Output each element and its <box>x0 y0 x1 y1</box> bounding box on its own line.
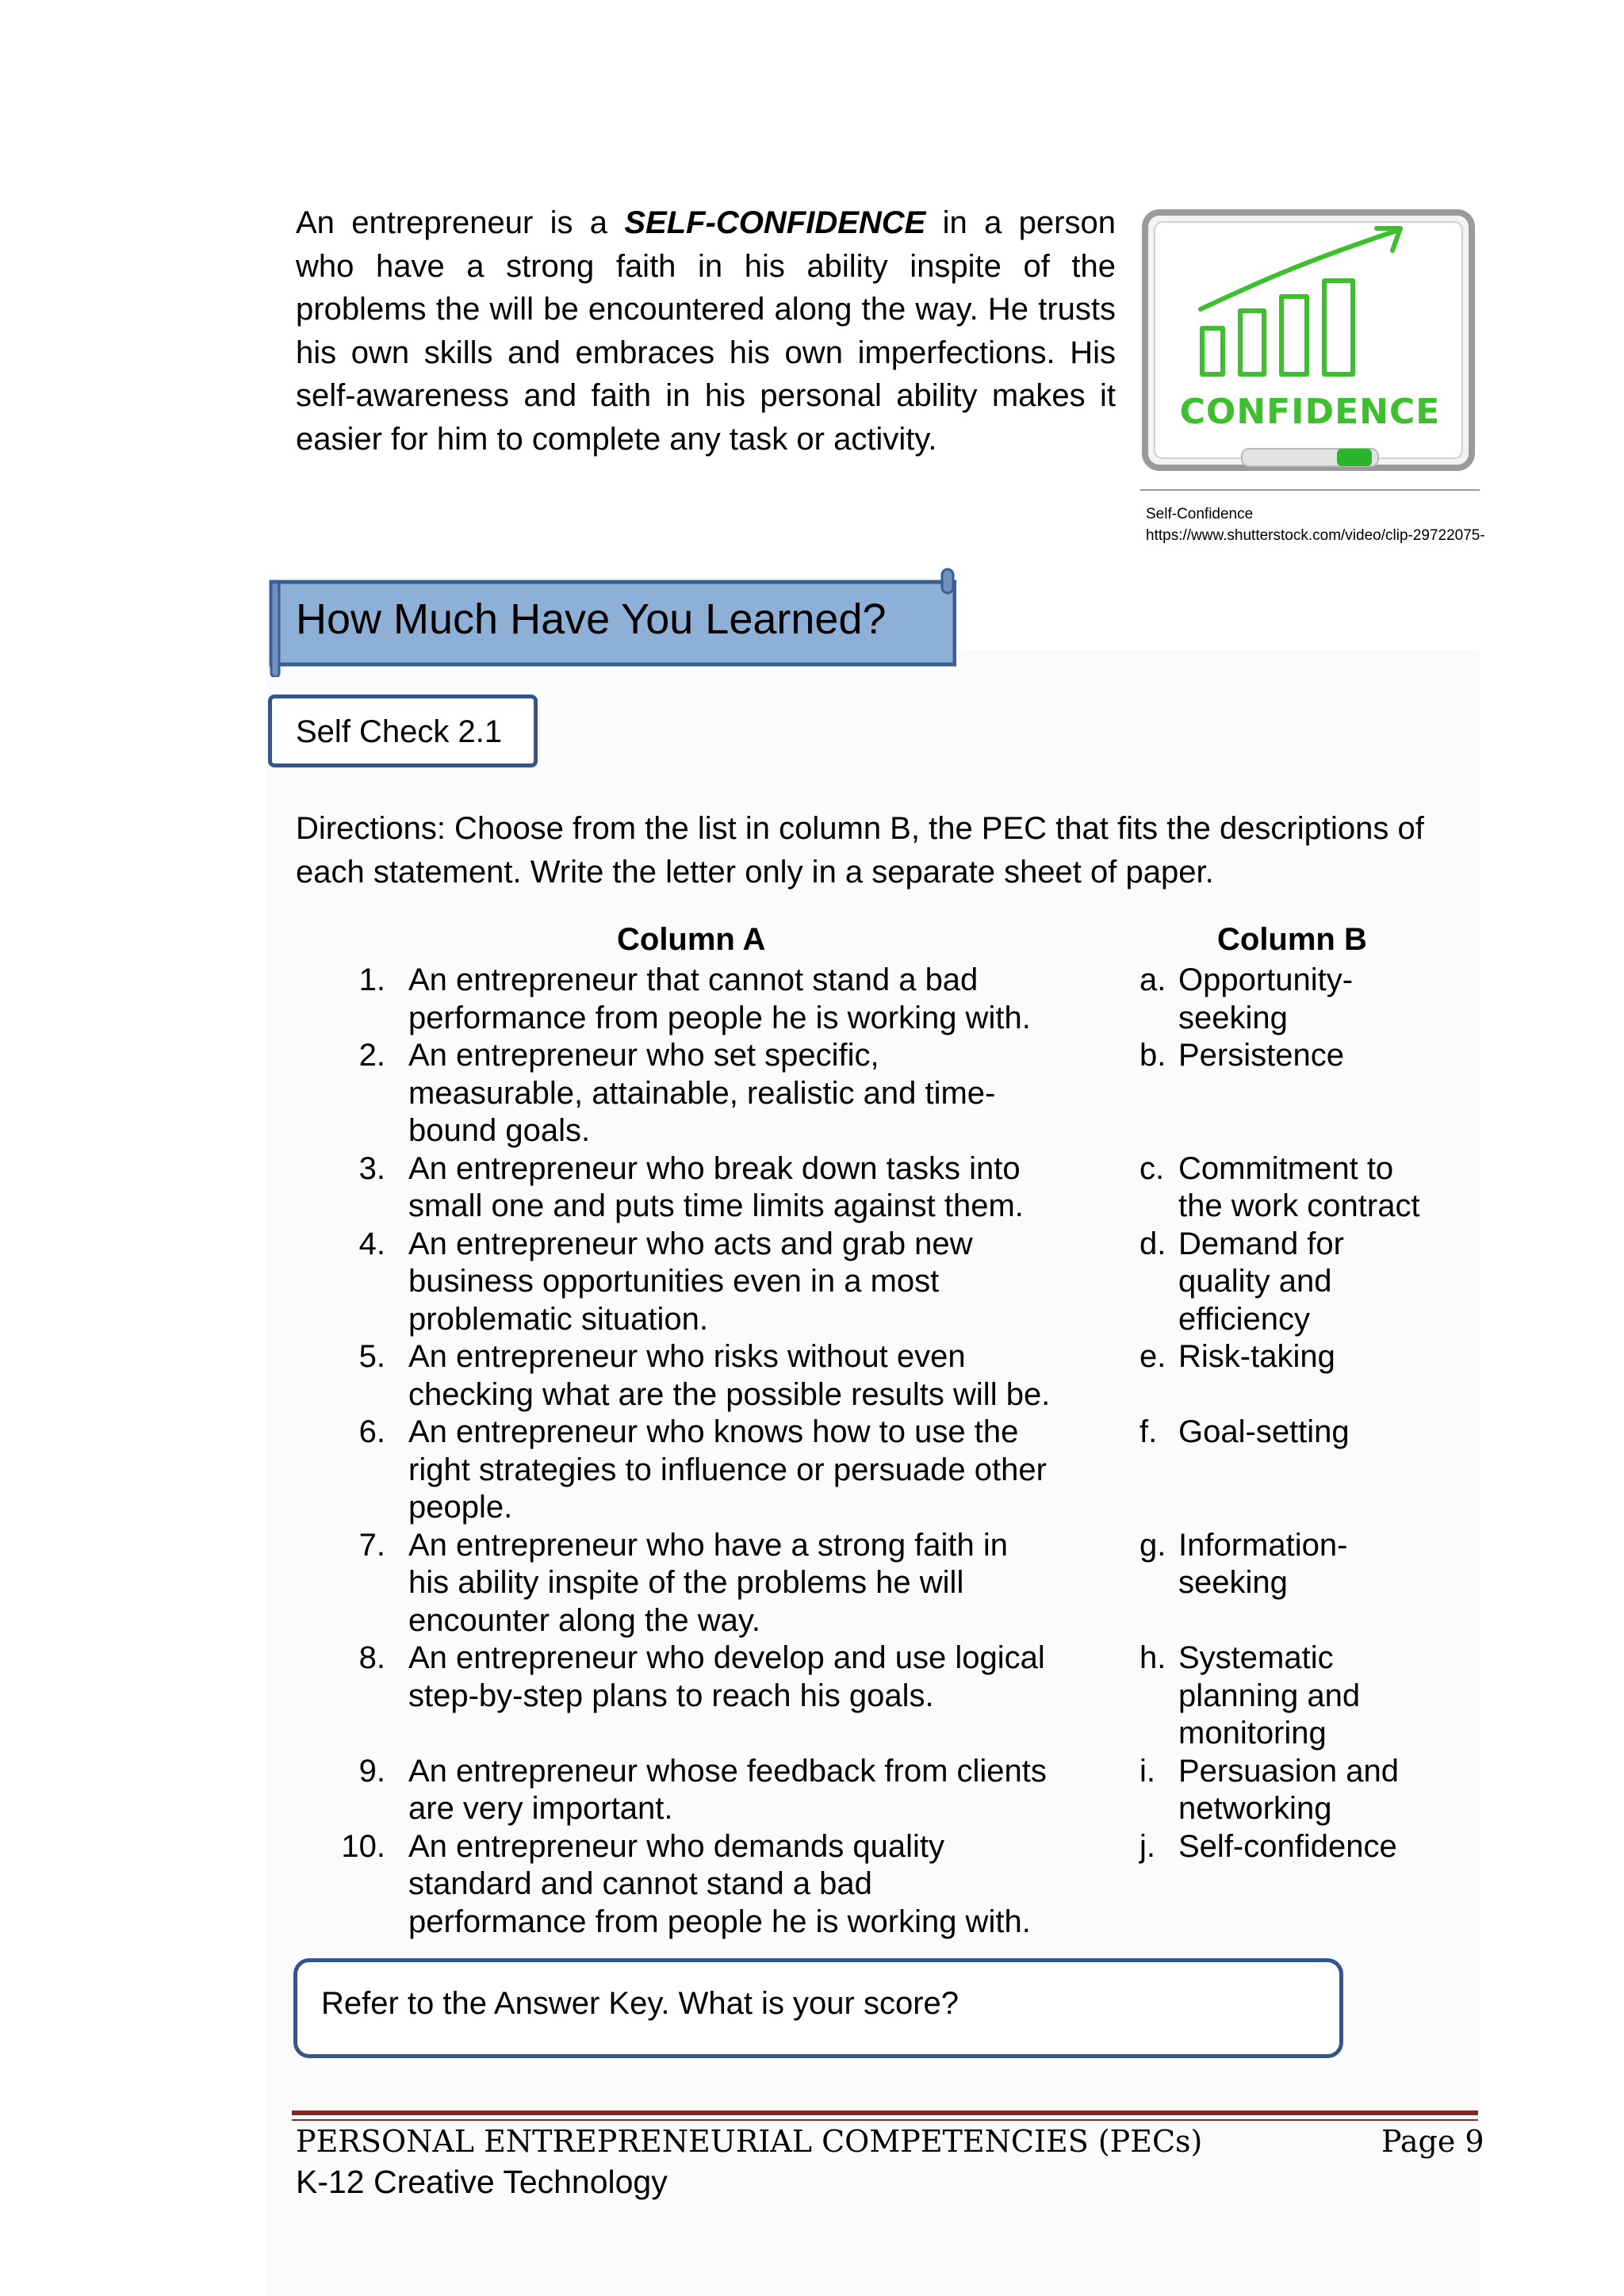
column-b-letter: h. <box>1139 1640 1166 1675</box>
column-a-number: 9. <box>358 1753 385 1789</box>
column-a-line: performance from people he is working with. <box>408 1904 1031 1939</box>
image-caption-url: https://www.shutterstock.com/video/clip-29722075- <box>1146 527 1485 544</box>
column-a-line: An entrepreneur who develop and use logical <box>408 1640 1045 1675</box>
intro-text-start: An entrepreneur is a <box>296 205 625 240</box>
column-a-line: are very important. <box>408 1791 673 1826</box>
column-b-line: Demand for <box>1178 1226 1344 1261</box>
self-check-label: Self Check 2.1 <box>296 714 503 749</box>
column-b-line: Risk-taking <box>1178 1339 1335 1374</box>
column-a-heading: Column A <box>617 922 766 957</box>
column-a-line: An entrepreneur who knows how to use the <box>408 1414 1019 1449</box>
intro-text-end: in a person who have a strong faith in his ability inspite of the problems the will be encountered along the way. He trusts his own skills and embraces his own imperfections. His self-awareness and faith in his personal ability makes it easier for him to complete any task or activity. <box>296 205 1116 457</box>
column-b-line: Persuasion and <box>1178 1753 1399 1789</box>
section-title: How Much Have You Learned? <box>296 595 887 643</box>
column-b-letter: c. <box>1139 1150 1165 1186</box>
column-a-line: checking what are the possible results will be. <box>408 1376 1051 1412</box>
column-b-line: Goal-setting <box>1178 1414 1350 1449</box>
column-a-number: 8. <box>358 1640 385 1675</box>
column-a-line: bound goals. <box>408 1113 591 1148</box>
column-b-line: networking <box>1178 1791 1332 1826</box>
column-b-letter: g. <box>1139 1527 1166 1563</box>
column-a-line: encounter along the way. <box>408 1602 761 1638</box>
confidence-whiteboard-image <box>1140 208 1480 480</box>
column-a-number: 6. <box>358 1414 385 1449</box>
column-a-line: problematic situation. <box>408 1301 708 1337</box>
column-a-line: step-by-step plans to reach his goals. <box>408 1678 934 1713</box>
footer-rule <box>292 2110 1478 2115</box>
column-b-line: Commitment to <box>1178 1150 1394 1186</box>
intro-emphasis: SELF-CONFIDENCE <box>624 205 926 240</box>
column-a-number: 10. <box>341 1828 385 1864</box>
column-b-letter: b. <box>1139 1038 1166 1073</box>
column-a-number: 2. <box>358 1038 385 1073</box>
footer-rule-thin <box>292 2119 1478 2121</box>
column-a-line: An entrepreneur who set specific, <box>408 1038 879 1073</box>
column-a-line: standard and cannot stand a bad <box>408 1866 872 1901</box>
column-a-line: small one and puts time limits against them. <box>408 1188 1024 1223</box>
image-divider <box>1140 489 1480 491</box>
image-word: CONFIDENCE <box>1179 392 1441 432</box>
directions-text: Directions: Choose from the list in column B, the PEC that fits the descriptions of each statement. Write the letter only in a separate sheet of paper. <box>296 811 1424 890</box>
column-b-line: Systematic <box>1178 1640 1334 1675</box>
column-b-line: seeking <box>1178 1000 1288 1035</box>
column-a-line: measurable, attainable, realistic and time- <box>408 1075 996 1111</box>
answer-key-box <box>293 1958 1343 2058</box>
column-b-letter: f. <box>1139 1414 1158 1449</box>
image-caption-title: Self-Confidence <box>1146 506 1254 522</box>
footer-subtitle: K-12 Creative Technology <box>296 2164 668 2200</box>
column-a-line: performance from people he is working with. <box>408 1000 1031 1035</box>
page-number: Page 9 <box>1381 2124 1484 2159</box>
column-a-line: An entrepreneur who demands quality <box>408 1828 944 1864</box>
column-b-line: Information- <box>1178 1527 1348 1563</box>
footer-title: PERSONAL ENTREPRENEURIAL COMPETENCIES (PECs) <box>296 2124 1203 2159</box>
intro-paragraph <box>296 201 1116 461</box>
column-a-number: 3. <box>358 1150 385 1186</box>
column-a-number: 5. <box>358 1339 385 1374</box>
column-b-line: Persistence <box>1178 1038 1344 1073</box>
column-a-line: An entrepreneur that cannot stand a bad <box>408 962 979 997</box>
column-a-line: right strategies to influence or persuade other <box>408 1452 1047 1487</box>
column-b-letter: a. <box>1139 962 1166 997</box>
column-b-line: quality and <box>1178 1264 1332 1299</box>
column-a-line: people. <box>408 1490 513 1525</box>
column-b-heading: Column B <box>1217 922 1367 957</box>
column-a-number: 1. <box>358 962 385 997</box>
column-b-line: the work contract <box>1178 1188 1420 1223</box>
column-a-line: business opportunities even in a most <box>408 1264 940 1299</box>
column-a-line: An entrepreneur who break down tasks into <box>408 1150 1021 1186</box>
column-b-line: Opportunity- <box>1178 962 1354 997</box>
column-b-letter: e. <box>1139 1339 1166 1374</box>
column-b-letter: j. <box>1139 1828 1155 1864</box>
column-a-line: An entrepreneur who have a strong faith in <box>408 1527 1009 1563</box>
self-check-label-box <box>268 695 538 767</box>
column-a-line: An entrepreneur who acts and grab new <box>408 1226 973 1261</box>
answer-key-prompt: Refer to the Answer Key. What is your score? <box>321 1986 959 2021</box>
column-a-line: his ability inspite of the problems he will <box>408 1565 964 1600</box>
column-b-line: planning and <box>1178 1678 1361 1713</box>
column-b-line: efficiency <box>1178 1301 1311 1337</box>
column-a-number: 4. <box>358 1226 385 1261</box>
column-b-line: Self-confidence <box>1178 1828 1397 1864</box>
column-b-letter: i. <box>1139 1753 1155 1789</box>
column-a-line: An entrepreneur whose feedback from clients <box>408 1753 1047 1789</box>
column-b-line: monitoring <box>1178 1716 1327 1751</box>
column-b-letter: d. <box>1139 1226 1166 1261</box>
column-a-line: An entrepreneur who risks without even <box>408 1339 966 1374</box>
column-b-line: seeking <box>1178 1565 1288 1600</box>
column-a-number: 7. <box>358 1527 385 1563</box>
